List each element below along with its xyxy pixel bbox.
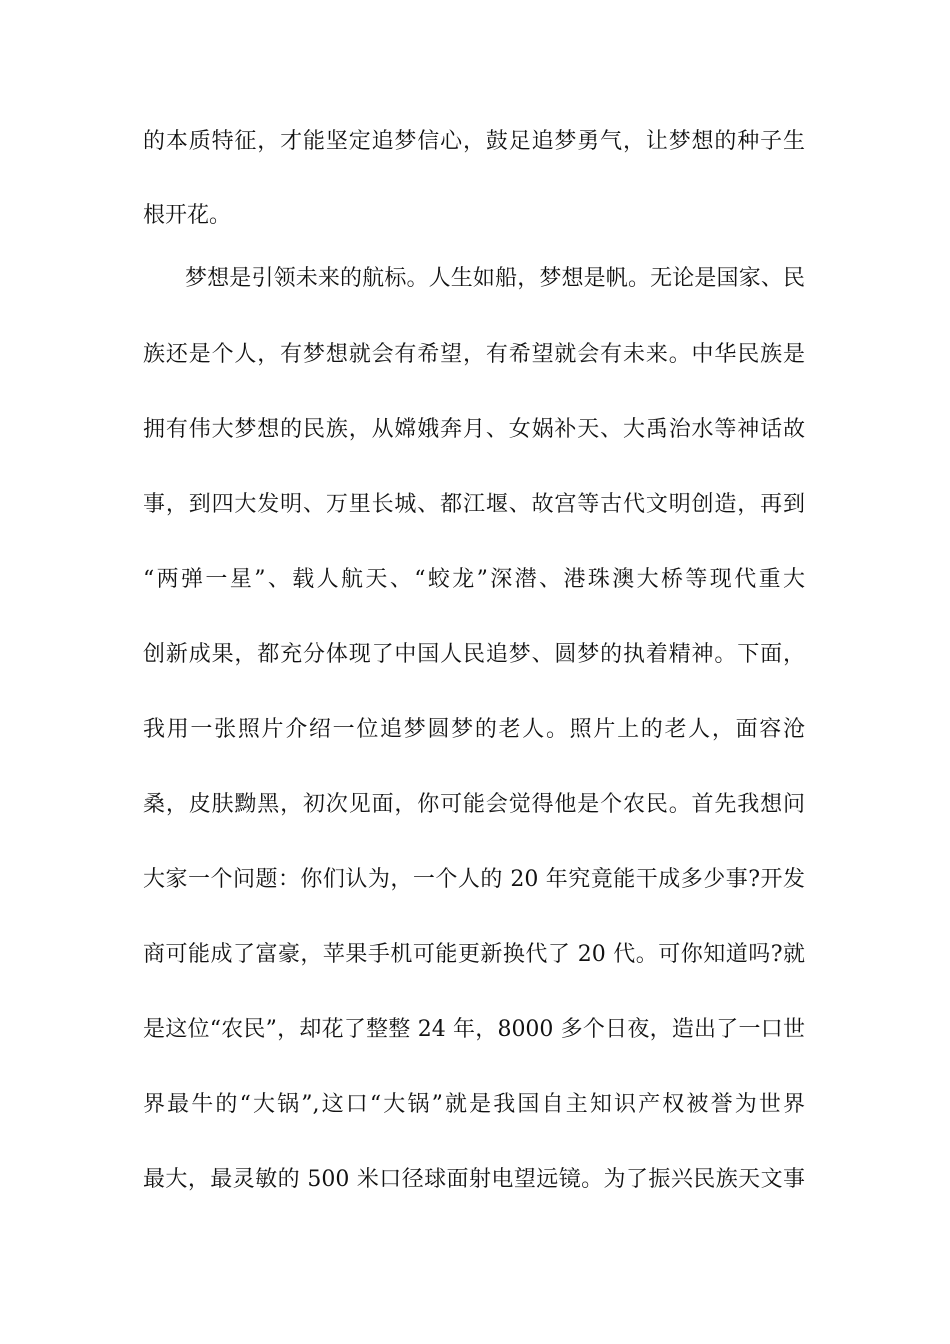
text-line: 我用一张照片介绍一位追梦圆梦的老人。照片上的老人，面容沧: [143, 717, 805, 742]
text-line: 拥有伟大梦想的民族，从嫦娥奔月、女娲补天、大禹治水等神话故: [143, 417, 805, 442]
text-line: 事，到四大发明、万里长城、都江堰、故宫等古代文明创造，再到: [143, 492, 805, 517]
text-line: 创新成果，都充分体现了中国人民追梦、圆梦的执着精神。下面，: [143, 642, 805, 667]
paragraph-start-line: 梦想是引领未来的航标。人生如船，梦想是帆。无论是国家、民: [185, 266, 805, 291]
text-line: 族还是个人，有梦想就会有希望，有希望就会有未来。中华民族是: [143, 342, 805, 367]
text-line: 最大，最灵敏的 500 米口径球面射电望远镜。为了振兴民族天文事: [143, 1167, 805, 1192]
text-line: 是这位“农民”，却花了整整 24 年，8000 多个日夜，造出了一口世: [143, 1017, 805, 1042]
text-line: 商可能成了富豪，苹果手机可能更新换代了 20 代。可你知道吗?就: [143, 942, 805, 967]
text-line: 大家一个问题：你们认为，一个人的 20 年究竟能干成多少事?开发: [143, 867, 805, 892]
text-line: 的本质特征，才能坚定追梦信心，鼓足追梦勇气，让梦想的种子生: [143, 129, 805, 154]
text-line: 桑，皮肤黝黑，初次见面，你可能会觉得他是个农民。首先我想问: [143, 792, 805, 817]
text-line: 界最牛的“大锅”,这口“大锅”就是我国自主知识产权被誉为世界: [143, 1092, 805, 1117]
text-line: “两弹一星”、载人航天、“蛟龙”深潜、港珠澳大桥等现代重大: [143, 567, 805, 592]
text-line: 根开花。: [143, 203, 232, 228]
